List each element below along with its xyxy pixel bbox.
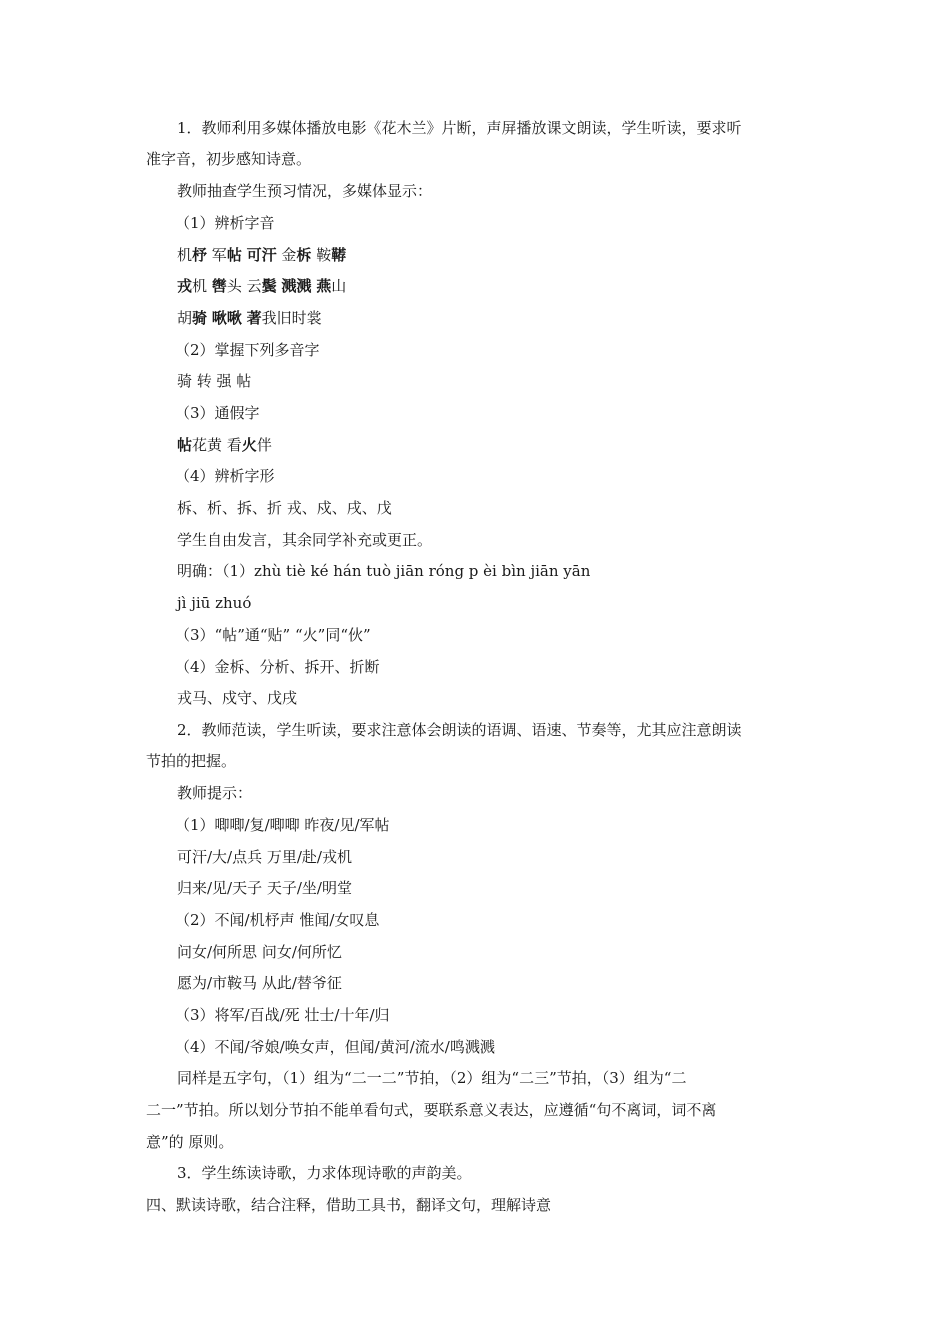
polyphone-words: 骑 转 强 帖 xyxy=(177,372,252,390)
pronunciation-words-row-3: 胡骑 啾啾 著我旧时裳 xyxy=(177,309,322,327)
rhythm-summary-line-1: 同样是五字句，（1）组为“二一二”节拍，（2）组为“二三”节拍，（3）组为“二 xyxy=(177,1069,687,1087)
rhythm-summary-line-3: 意”的 原则。 xyxy=(146,1133,234,1151)
answer-pinyin-line-2: jì jiū zhuó xyxy=(177,594,252,612)
rhythm-group-3: （3）将军/百战/死 壮士/十年/归 xyxy=(175,1006,390,1024)
rhythm-group-2-line-1: （2）不闻/机杼声 惟闻/女叹息 xyxy=(175,911,380,929)
paragraph-1-line-2: 准字音，初步感知诗意。 xyxy=(146,150,312,168)
section-loan-character-heading: （3）通假字 xyxy=(175,404,260,422)
paragraph-1-line-1: 1．教师利用多媒体播放电影《花木兰》片断，声屏播放课文朗读，学生听读，要求听 xyxy=(177,119,742,137)
paragraph-2-line-2: 节拍的把握。 xyxy=(146,752,237,770)
rhythm-group-1-line-2: 可汗/大/点兵 万里/赴/戎机 xyxy=(177,848,352,866)
paragraph-2-line-1: 2．教师范读，学生听读，要求注意体会朗读的语调、语速、节奏等，尤其应注意朗读 xyxy=(177,721,742,739)
rhythm-group-2-line-3: 愿为/市鞍马 从此/替爷征 xyxy=(177,974,342,992)
section-4-heading: 四、默读诗歌，结合注释，借助工具书，翻译文句，理解诗意 xyxy=(146,1196,552,1214)
rhythm-group-2-line-2: 问女/何所思 问女/何所忆 xyxy=(177,943,342,961)
preview-check-line: 教师抽查学生预习情况，多媒体显示： xyxy=(177,182,433,200)
answer-pinyin-line-1: 明确：（1）zhù tiè ké hán tuò jiān róng p èi bìn jiān yān xyxy=(177,562,591,580)
student-discussion-line: 学生自由发言，其余同学补充或更正。 xyxy=(177,531,433,549)
rhythm-summary-line-2: 二一”节拍。所以划分节拍不能单看句式，要联系意义表达，应遵循“句不离词，词不离 xyxy=(146,1101,717,1119)
answer-loan-characters: （3）“帖”通“贴” “火”同“伙” xyxy=(175,626,371,644)
rhythm-group-4: （4）不闻/爷娘/唤女声，但闻/黄河/流水/鸣溅溅 xyxy=(175,1038,495,1056)
rhythm-group-1-line-3: 归来/见/天子 天子/坐/明堂 xyxy=(177,879,352,897)
section-polyphone-heading: （2）掌握下列多音字 xyxy=(175,341,320,359)
pronunciation-words-row-1: 机杼 军帖 可汗 金柝 鞍鞯 xyxy=(177,246,347,264)
section-pronunciation-heading: （1）辨析字音 xyxy=(175,214,275,232)
teacher-hint-heading: 教师提示： xyxy=(177,784,253,802)
rhythm-group-1-line-1: （1）唧唧/复/唧唧 昨夜/见/军帖 xyxy=(175,816,390,834)
answer-glyphs-1: （4）金柝、分析、拆开、折断 xyxy=(175,658,380,676)
section-glyph-heading: （4）辨析字形 xyxy=(175,467,275,485)
pronunciation-words-row-2: 戎机 辔头 云鬓 溅溅 燕山 xyxy=(177,277,347,295)
paragraph-3: 3．学生练读诗歌，力求体现诗歌的声韵美。 xyxy=(177,1164,472,1182)
loan-character-words: 帖花黄 看火伴 xyxy=(177,436,272,454)
answer-glyphs-2: 戎马、戍守、戊戌 xyxy=(177,689,298,707)
glyph-words: 柝、析、拆、折 戎、戍、戌、戊 xyxy=(177,499,392,517)
